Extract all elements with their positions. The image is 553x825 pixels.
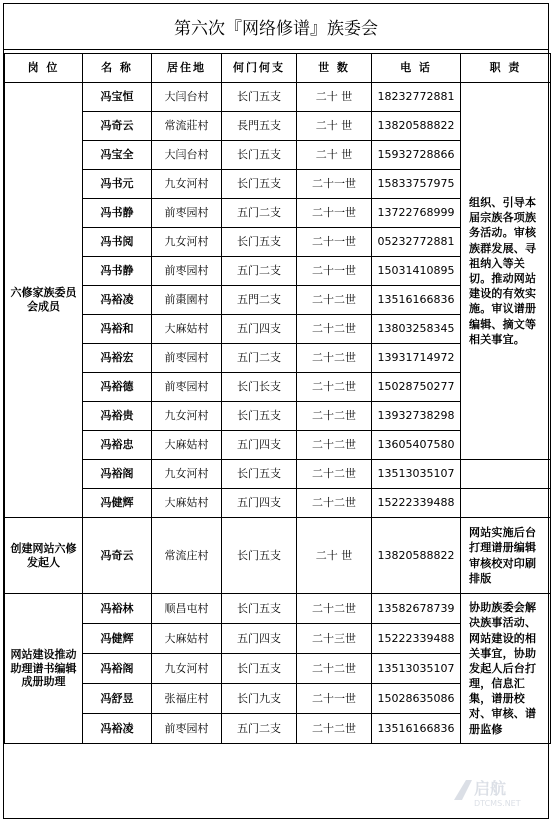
generation: 二十二世 <box>297 402 372 431</box>
branch: 长门五支 <box>222 141 297 170</box>
member-name: 冯裕阁 <box>83 654 152 684</box>
generation: 二十二世 <box>297 460 372 489</box>
phone: 15222339488 <box>372 624 461 654</box>
phone: 13516166836 <box>372 286 461 315</box>
phone: 13513035107 <box>372 654 461 684</box>
committee-table <box>4 53 551 744</box>
generation: 二十一世 <box>297 170 372 199</box>
member-name: 冯裕凌 <box>83 286 152 315</box>
phone: 18232772881 <box>372 83 461 112</box>
empty-duty-cell <box>461 489 551 518</box>
header-residence: 居住地 <box>152 54 222 83</box>
member-name: 冯裕凌 <box>83 714 152 744</box>
branch: 五门二支 <box>222 714 297 744</box>
member-name: 冯裕林 <box>83 594 152 624</box>
branch: 长门九支 <box>222 684 297 714</box>
branch: 长门五支 <box>222 402 297 431</box>
member-name: 冯裕忠 <box>83 431 152 460</box>
phone: 13722768999 <box>372 199 461 228</box>
residence: 前枣园村 <box>152 257 222 286</box>
residence: 大闫台村 <box>152 141 222 170</box>
member-name: 冯宝恒 <box>83 83 152 112</box>
member-name: 冯裕和 <box>83 315 152 344</box>
member-name: 冯奇云 <box>83 112 152 141</box>
header-duty: 职 责 <box>461 54 551 83</box>
phone: 13931714972 <box>372 344 461 373</box>
member-name: 冯奇云 <box>83 518 152 594</box>
duty-cell: 组织、引导本届宗族各项族务活动。审核族群发展、寻祖纳入等关切。推动网站建设的有效实施。审议谱册编辑、摘文等相关事宜。 <box>461 83 551 460</box>
position-cell: 创建网站六修发起人 <box>5 518 83 594</box>
watermark-text: 启航 <box>474 779 507 798</box>
member-name: 冯书阅 <box>83 228 152 257</box>
table-row <box>5 83 551 112</box>
member-name: 冯裕宏 <box>83 344 152 373</box>
generation: 二十二世 <box>297 594 372 624</box>
empty-duty-cell <box>461 460 551 489</box>
table-header-row <box>5 54 551 83</box>
branch: 长门五支 <box>222 170 297 199</box>
residence: 前枣园村 <box>152 714 222 744</box>
generation: 二十二世 <box>297 286 372 315</box>
phone: 05232772881 <box>372 228 461 257</box>
branch: 长门五支 <box>222 228 297 257</box>
phone: 13582678739 <box>372 594 461 624</box>
residence: 九女河村 <box>152 654 222 684</box>
branch: 五门四支 <box>222 624 297 654</box>
branch: 五门二支 <box>222 199 297 228</box>
branch: 五门二支 <box>222 344 297 373</box>
residence: 常流莊村 <box>152 112 222 141</box>
generation: 二十二世 <box>297 344 372 373</box>
header-phone: 电 话 <box>372 54 461 83</box>
branch: 五门四支 <box>222 489 297 518</box>
header-generation: 世 数 <box>297 54 372 83</box>
residence: 九女河村 <box>152 402 222 431</box>
phone: 15028750277 <box>372 373 461 402</box>
generation: 二十二世 <box>297 714 372 744</box>
residence: 前棗園村 <box>152 286 222 315</box>
phone: 15031410895 <box>372 257 461 286</box>
residence: 顺昌屯村 <box>152 594 222 624</box>
generation: 二十一世 <box>297 257 372 286</box>
generation: 二十一世 <box>297 228 372 257</box>
branch: 五门二支 <box>222 257 297 286</box>
header-name: 名 称 <box>83 54 152 83</box>
generation: 二十一世 <box>297 199 372 228</box>
phone: 13932738298 <box>372 402 461 431</box>
phone: 13820588822 <box>372 518 461 594</box>
watermark-sub: DTCMS.NET <box>474 799 521 808</box>
member-name: 冯健辉 <box>83 624 152 654</box>
header-branch: 何门何支 <box>222 54 297 83</box>
branch: 长门五支 <box>222 83 297 112</box>
generation: 二十 世 <box>297 112 372 141</box>
residence: 大麻姑村 <box>152 431 222 460</box>
position-cell: 网站建设推动助理谱书编辑成册助理 <box>5 594 83 744</box>
residence: 大麻姑村 <box>152 489 222 518</box>
branch: 长门五支 <box>222 518 297 594</box>
member-name: 冯裕阁 <box>83 460 152 489</box>
branch: 长门五支 <box>222 654 297 684</box>
branch: 长门五支 <box>222 460 297 489</box>
residence: 前枣园村 <box>152 344 222 373</box>
generation: 二十二世 <box>297 315 372 344</box>
position-cell: 六修家族委员会成员 <box>5 83 83 518</box>
branch: 五门四支 <box>222 431 297 460</box>
duty-cell: 网站实施后台打理谱册编辑审核校对印刷排版 <box>461 518 551 594</box>
residence: 张福庄村 <box>152 684 222 714</box>
phone: 13803258345 <box>372 315 461 344</box>
branch: 长门五支 <box>222 594 297 624</box>
phone: 15028635086 <box>372 684 461 714</box>
document-page <box>3 3 549 819</box>
residence: 九女河村 <box>152 228 222 257</box>
generation: 二十二世 <box>297 489 372 518</box>
phone: 13516166836 <box>372 714 461 744</box>
generation: 二十二世 <box>297 373 372 402</box>
generation: 二十二世 <box>297 654 372 684</box>
branch: 五门四支 <box>222 315 297 344</box>
generation: 二十 世 <box>297 141 372 170</box>
member-name: 冯舒昱 <box>83 684 152 714</box>
residence: 前枣园村 <box>152 373 222 402</box>
member-name: 冯裕德 <box>83 373 152 402</box>
member-name: 冯书元 <box>83 170 152 199</box>
residence: 大闫台村 <box>152 83 222 112</box>
member-name: 冯裕贵 <box>83 402 152 431</box>
table-row <box>5 460 551 489</box>
residence: 前枣园村 <box>152 199 222 228</box>
member-name: 冯健辉 <box>83 489 152 518</box>
residence: 九女河村 <box>152 170 222 199</box>
header-position: 岗 位 <box>5 54 83 83</box>
table-body <box>5 83 551 744</box>
residence: 九女河村 <box>152 460 222 489</box>
residence: 常流庄村 <box>152 518 222 594</box>
phone: 15932728866 <box>372 141 461 170</box>
table-row <box>5 594 551 624</box>
phone: 13513035107 <box>372 460 461 489</box>
branch: 长门长支 <box>222 373 297 402</box>
table-row <box>5 518 551 594</box>
generation: 二十三世 <box>297 624 372 654</box>
phone: 13605407580 <box>372 431 461 460</box>
generation: 二十 世 <box>297 518 372 594</box>
residence: 大麻姑村 <box>152 315 222 344</box>
residence: 大麻姑村 <box>152 624 222 654</box>
member-name: 冯宝全 <box>83 141 152 170</box>
generation: 二十 世 <box>297 83 372 112</box>
branch: 五門二支 <box>222 286 297 315</box>
watermark-mark-icon <box>454 780 472 800</box>
watermark-logo <box>450 774 540 810</box>
page-title: 第六次『网络修谱』族委会 <box>4 4 548 50</box>
phone: 13820588822 <box>372 112 461 141</box>
phone: 15833757975 <box>372 170 461 199</box>
member-name: 冯书静 <box>83 199 152 228</box>
branch: 長門五支 <box>222 112 297 141</box>
generation: 二十一世 <box>297 684 372 714</box>
member-name: 冯书静 <box>83 257 152 286</box>
phone: 15222339488 <box>372 489 461 518</box>
duty-cell: 协助族委会解决族事活动、网站建设的相关事宜，协助发起人后台打理，信息汇集，谱册校对、审核、谱册监修 <box>461 594 551 744</box>
generation: 二十二世 <box>297 431 372 460</box>
table-row <box>5 489 551 518</box>
